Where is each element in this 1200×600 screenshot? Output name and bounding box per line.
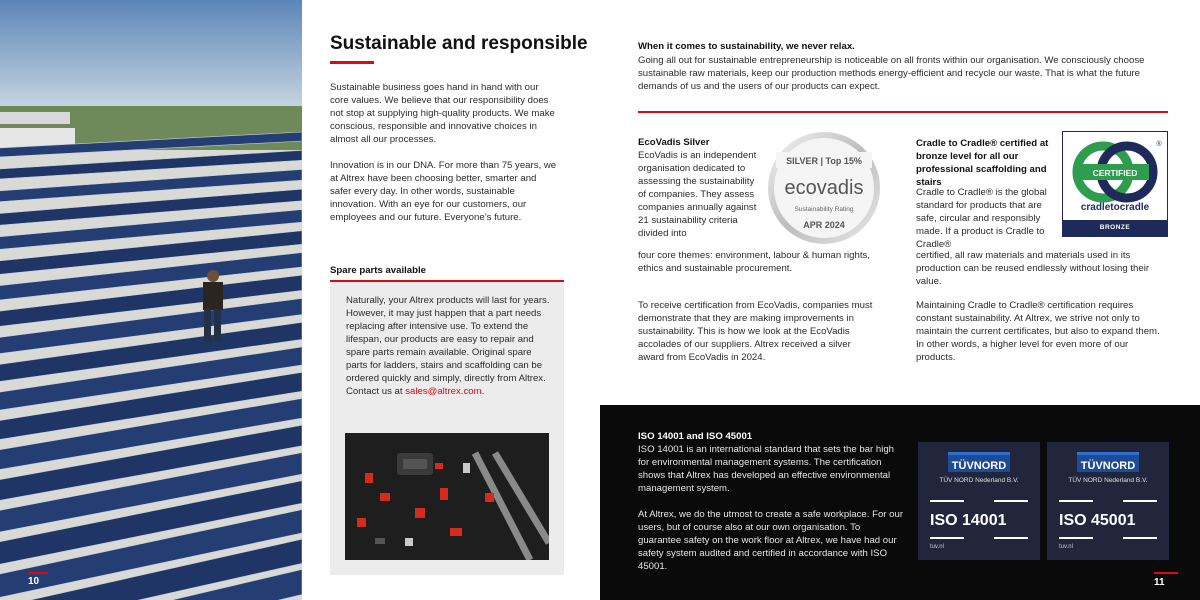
c2c-badge	[1062, 131, 1168, 237]
c2c-text-b: certified, all raw materials and materials used in its production can be reused endlessly without losing their value.	[916, 250, 1150, 287]
title-underline	[330, 61, 374, 64]
iso-14001-certificate	[918, 442, 1040, 560]
c2c-badge-level: BRONZE	[1063, 220, 1167, 236]
cert-website: tuv.nl	[1059, 544, 1073, 550]
c2c-badge-registered: ®	[1156, 141, 1162, 148]
tuv-nord-logo: TÜVNORD	[948, 452, 1010, 472]
section-divider	[638, 111, 1168, 113]
ecovadis-badge-sub: Sustainability Rating	[794, 206, 854, 213]
iso-45001-certificate	[1047, 442, 1169, 560]
spare-parts-photo	[345, 433, 549, 560]
spare-parts-illustration	[345, 433, 549, 560]
c2c-badge-certified: CERTIFIED	[1092, 168, 1138, 178]
ecovadis-badge-date: APR 2024	[803, 220, 845, 230]
iso-text-2: At Altrex, we do the utmost to create a safe workplace. For our users, but of course also at our own organisation. To guarantee safety on the work floor at Altrex, we have had our safety system audited and certified in accordance with ISO 45001.	[638, 509, 904, 572]
tuv-nord-logo: TÜVNORD	[1077, 452, 1139, 472]
ecovadis-heading: EcoVadis Silver	[638, 137, 710, 148]
sales-email-link[interactable]: sales@altrex.com	[405, 386, 482, 397]
c2c-text-a: Cradle to Cradle® is the global standard for products that are safe, circular and responsibly made. If a product is Cradle to Cradle®	[916, 187, 1047, 250]
c2c-text-2: Maintaining Cradle to Cradle® certification requires constant sustainability. At Altrex, we strive not only to maintain the current certificates, but also to expand them. In other words, a higher level for even more of our products.	[916, 300, 1160, 363]
cert-standard: ISO 14001	[930, 512, 1007, 529]
intro-paragraph-2: Innovation is in our DNA. For more than 75 years, we at Altrex have been choosing better, smarter and safer every day. In other words, sustainable innovation. With an eye for our customers, our employees and our future. Everyone’s future.	[330, 160, 557, 223]
spare-parts-heading: Spare parts available	[330, 265, 426, 276]
lead-paragraph: Going all out for sustainable entrepreneurship is noticeable on all fronts within our organisation. We consciously choose sustainable raw materials, keep our production methods energy-efficient and recycle our waste. That is what the future demands of us and the users of our products can expect.	[638, 55, 1145, 92]
cert-organisation: TÜV NORD Nederland B.V.	[939, 477, 1019, 484]
c2c-badge-brand: cradletocradle	[1080, 202, 1150, 213]
cert-website: tuv.nl	[930, 544, 944, 550]
solar-roof-illustration	[0, 0, 302, 600]
page-number-left: 10	[28, 572, 48, 587]
page-number-right: 11	[1154, 572, 1178, 588]
cert-standard: ISO 45001	[1059, 512, 1136, 529]
lead-heading: When it comes to sustainability, we never relax.	[638, 41, 855, 52]
cert-organisation: TÜV NORD Nederland B.V.	[1068, 477, 1148, 484]
ecovadis-badge	[762, 130, 886, 246]
spare-parts-divider	[330, 280, 564, 282]
ecovadis-text-b: four core themes: environment, labour & human rights, ethics and sustainable procurement.	[638, 250, 870, 274]
ecovadis-badge-brand: ecovadis	[784, 177, 864, 199]
c2c-heading: Cradle to Cradle® certified at bronze level for all our professional scaffolding and stairs	[916, 138, 1049, 188]
solar-roof-photo	[0, 0, 302, 600]
page-title: Sustainable and responsible	[330, 33, 588, 54]
ecovadis-text-a: EcoVadis is an independent organisation dedicated to assessing the sustainability of companies. They assess companies annually against 21 sustainability criteria divided into	[638, 150, 757, 239]
section-header	[330, 32, 588, 64]
ecovadis-text-2: To receive certification from EcoVadis, companies must demonstrate that they are making improvements in sustainability. This is how we look at the EcoVadis accolades of our suppliers. Altrex received a silver award from EcoVadis in 2024.	[638, 300, 873, 363]
iso-text-1: ISO 14001 is an international standard that sets the bar high for environmental management systems. The certification shows that Altrex has developed an effective environmental management system.	[638, 444, 895, 494]
intro-paragraph-1: Sustainable business goes hand in hand with our core values. We believe that our responsibility does not stop at supplying high-quality products. We make conscious, responsible and innovative choices in almost all our processes.	[330, 82, 555, 145]
iso-heading: ISO 14001 and ISO 45001	[638, 431, 753, 442]
ecovadis-badge-top: SILVER | Top 15%	[786, 156, 862, 166]
spare-parts-text: Naturally, your Altrex products will last for years. However, it may just happen that a part needs replacing after intensive use. To extend the lifespan, our products are easy to repair and spare parts remain available. Original spare parts for ladders, stairs and scaffolding can be ordered quickly and simply, directly from Altrex. Contact us at sales@altrex.com.	[346, 295, 550, 397]
